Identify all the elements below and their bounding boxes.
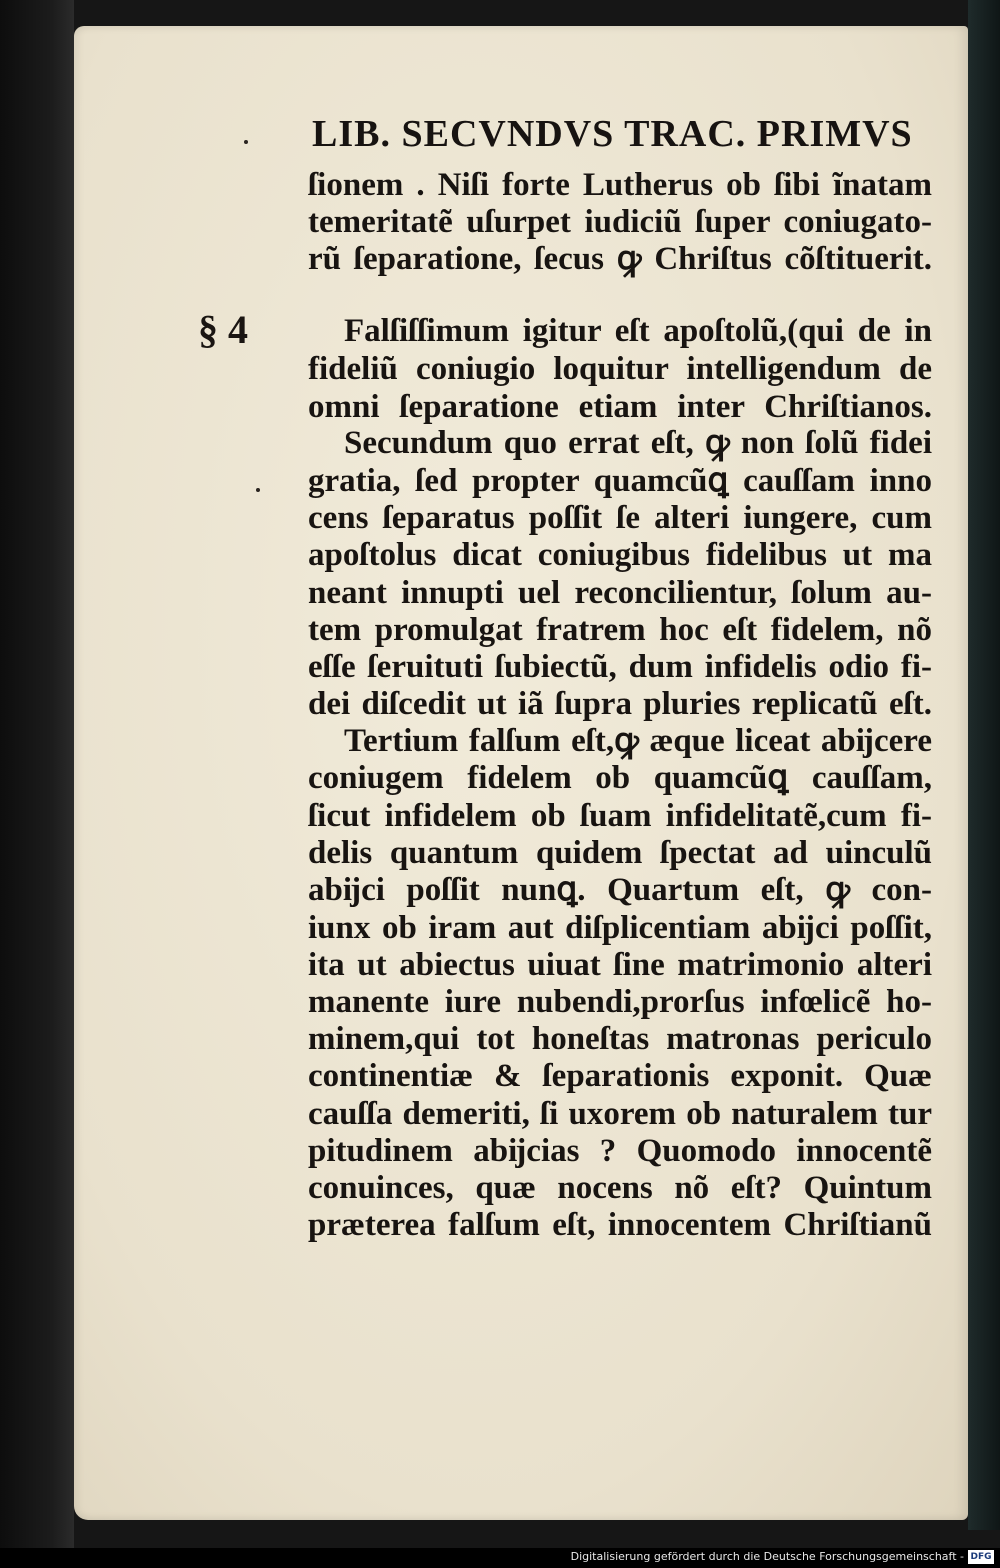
text-line: ſicut infidelem ob ſuam infidelitatẽ,cum fi- xyxy=(308,798,932,834)
text-line: temeritatẽ uſurpet iudiciũ ſuper coniugato- xyxy=(308,204,932,240)
paper-speck xyxy=(256,488,260,492)
text-line: ita ut abiectus uiuat ſine matrimonio alteri xyxy=(308,947,932,983)
text-line: cens ſeparatus poſſit ſe alteri iungere, cum xyxy=(308,500,932,536)
text-line: neant innupti uel reconcilientur, ſolum au- xyxy=(308,575,932,611)
text-line: continentiæ & ſeparationis exponit. Quæ xyxy=(308,1058,932,1094)
text-line: iunx ob iram aut diſplicentiam abĳci poſſit, xyxy=(308,910,932,946)
text-line: minem,qui tot honeſtas matronas periculo xyxy=(308,1021,932,1057)
text-line: conuinces, quæ nocens nõ eſt? Quintum xyxy=(308,1170,932,1206)
text-line: eſſe ſeruituti ſubiectũ, dum infidelis odio fi- xyxy=(308,649,932,685)
text-line: rũ ſeparatione, ſecus ꝙ Chriſtus cõſtituerit. xyxy=(308,241,932,277)
text-line: ſionem . Niſi forte Lutherus ob ſibi ĩnatam xyxy=(308,167,932,203)
text-line: omni ſeparatione etiam inter Chriſtianos. xyxy=(308,389,932,425)
text-line: gratia, ſed propter quamcũꝗ cauſſam inno xyxy=(308,463,932,499)
text-line: apoſtolus dicat coniugibus fidelibus ut ma xyxy=(308,537,932,573)
book-spine-shadow xyxy=(0,0,74,1568)
paper-speck xyxy=(244,140,248,144)
text-line: tem promulgat fratrem hoc eſt fidelem, nõ xyxy=(308,612,932,648)
text-line: coniugem fidelem ob quamcũꝗ cauſſam, xyxy=(308,760,932,796)
dfg-logo: DFG xyxy=(968,1550,994,1564)
text-line: dei diſcedit ut iã ſupra pluries replicatũ eſt. xyxy=(308,686,932,722)
scan-background-edge xyxy=(968,0,1000,1530)
text-line: Falſiſſimum igitur eſt apoſtolũ,(qui de in xyxy=(344,313,932,349)
text-line: Tertium falſum eſt,ꝙ æque liceat abĳcere xyxy=(344,723,932,759)
text-line: præterea falſum eſt, innocentem Chriſtianũ xyxy=(308,1207,932,1243)
digitization-credit: Digitalisierung gefördert durch die Deutsche Forschungsgemeinschaft - xyxy=(570,1550,964,1563)
text-line: pitudinem abĳcias ? Quomodo innocentẽ xyxy=(308,1133,932,1169)
text-line: abĳci poſſit nunꝗ. Quartum eſt, ꝙ con- xyxy=(308,872,932,908)
text-line: cauſſa demeriti, ſi uxorem ob naturalem tur xyxy=(308,1096,932,1132)
text-line: delis quantum quidem ſpectat ad uinculũ xyxy=(308,835,932,871)
marginal-section-note: § 4 xyxy=(198,307,248,352)
running-head: LIB. SECVNDVS TRAC. PRIMVS xyxy=(312,113,913,155)
text-line: manente iure nubendi,prorſus infœlicẽ ho- xyxy=(308,984,932,1020)
text-line: fideliũ coniugio loquitur intelligendum de xyxy=(308,351,932,387)
text-line: Secundum quo errat eſt, ꝙ non ſolũ fidei xyxy=(344,425,932,461)
